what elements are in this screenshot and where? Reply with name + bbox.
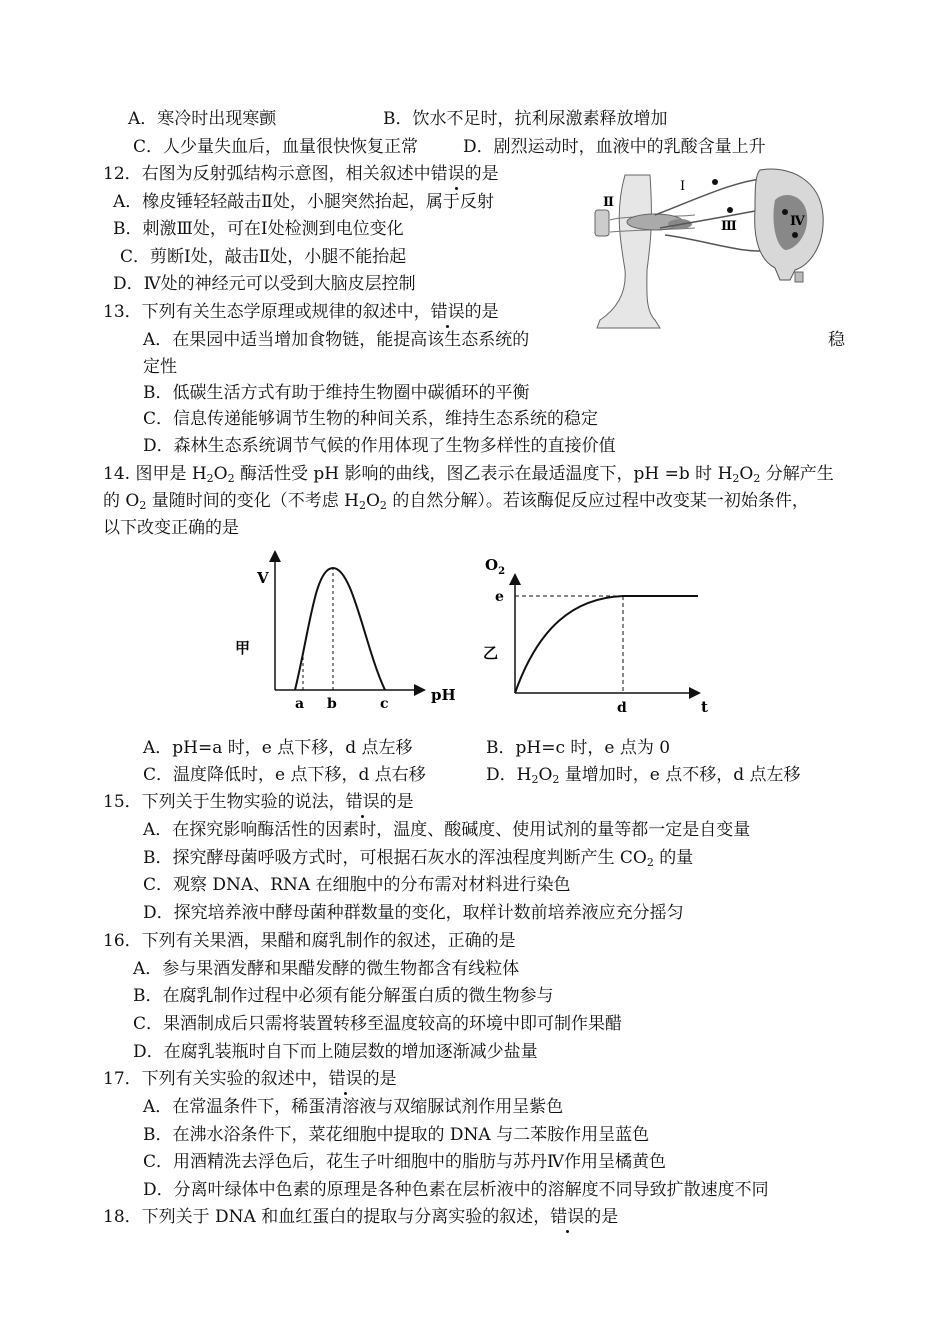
q12-option-d: D．Ⅳ处的神经元可以受到大脑皮层控制 bbox=[113, 274, 416, 294]
q17-option-a: A．在常温条件下，稀蛋清溶液与双缩脲试剂作用呈紫色 bbox=[143, 1097, 564, 1117]
q14-stem-line2: 的 $O_2$ 量随时间的变化（不考虑 $H_2O_2$ 的自然分解）。若该酶促反应过程中改变某一初始条件， bbox=[103, 491, 809, 512]
chart-jia bbox=[225, 548, 465, 713]
q17-option-b: B．在沸水浴条件下，菜花细胞中提取的 DNA 与二苯胺作用呈蓝色 bbox=[143, 1125, 650, 1145]
q14-option-b: B．pH=c 时，e 点为 0 bbox=[486, 738, 671, 758]
q14-stem-line1: 14. 图甲是 $H_2O_2$ 酶活性受 pH 影响的曲线，图乙表示在最适温度下，pH =b 时 $H_2O_2$ 分解产生 bbox=[103, 464, 834, 485]
jia-ylabel: V bbox=[257, 569, 269, 587]
q12-stem: 12．右图为反射弧结构示意图，相关叙述中错误的是 bbox=[103, 164, 499, 184]
q15-option-c: C．观察 DNA、RNA 在细胞中的分布需对材料进行染色 bbox=[143, 875, 571, 895]
q12-option-a: A．橡皮锤轻轻敲击Ⅱ处，小腿突然抬起，属于反射 bbox=[113, 192, 494, 212]
q13-option-c: C．信息传递能够调节生物的种间关系，维持生态系统的稳定 bbox=[143, 409, 599, 429]
jia-xlabel: pH bbox=[431, 686, 456, 704]
q16-option-b: B．在腐乳制作过程中必须有能分解蛋白质的微生物参与 bbox=[133, 986, 554, 1006]
chart-yi bbox=[473, 548, 723, 718]
label-IV: Ⅳ bbox=[790, 214, 805, 229]
label-II: Ⅱ bbox=[603, 195, 614, 210]
yi-e-label: e bbox=[495, 589, 504, 605]
jia-tick-a: a bbox=[295, 696, 305, 712]
yi-d-label: d bbox=[617, 700, 627, 716]
yi-xlabel: t bbox=[701, 698, 708, 716]
q11-option-a: A．寒冷时出现寒颤 bbox=[128, 109, 277, 129]
q11-option-d: D．剧烈运动时，血液中的乳酸含量上升 bbox=[463, 137, 766, 157]
q13-option-a-cont: 稳 bbox=[828, 330, 845, 350]
yi-ylabel: $O_2$ bbox=[485, 556, 506, 577]
q13-stem: 13．下列有关生态学原理或规律的叙述中，错误的是 bbox=[103, 302, 499, 322]
q12-option-c: C．剪断Ⅰ处，敲击Ⅱ处，小腿不能抬起 bbox=[120, 247, 407, 267]
q14-option-c: C．温度降低时，e 点下移，d 点右移 bbox=[143, 765, 426, 785]
q13-option-d: D．森林生态系统调节气候的作用体现了生物多样性的直接价值 bbox=[143, 436, 616, 456]
q11-option-c: C．人少量失血后，血量很快恢复正常 bbox=[133, 137, 419, 157]
q14-option-d: D．$H_2O_2$ 量增加时，e 点不移，d 点左移 bbox=[486, 765, 801, 786]
q18-stem: 18．下列关于 DNA 和血红蛋白的提取与分离实验的叙述，错误的是 bbox=[103, 1207, 619, 1227]
q14-stem-line3: 以下改变正确的是 bbox=[103, 518, 239, 538]
jia-name: 甲 bbox=[235, 639, 251, 657]
q14-option-a: A．pH=a 时，e 点下移，d 点左移 bbox=[143, 738, 413, 758]
q12-option-b: B．刺激Ⅲ处，可在Ⅰ处检测到电位变化 bbox=[113, 219, 404, 239]
yi-name: 乙 bbox=[483, 644, 499, 662]
q13-option-a: A．在果园中适当增加食物链，能提高该生态系统的 bbox=[143, 330, 530, 350]
q17-option-d: D．分离叶绿体中色素的原理是各种色素在层析液中的溶解度不同导致扩散速度不同 bbox=[143, 1180, 769, 1200]
q11-option-b: B．饮水不足时，抗利尿激素释放增加 bbox=[383, 109, 668, 129]
q15-option-d: D．探究培养液中酵母菌种群数量的变化，取样计数前培养液应充分摇匀 bbox=[143, 903, 684, 923]
label-I: Ⅰ bbox=[680, 179, 686, 194]
label-III: Ⅲ bbox=[721, 219, 737, 234]
q15-option-b: B．探究酵母菌呼吸方式时，可根据石灰水的浑浊程度判断产生 $CO_2$ 的量 bbox=[143, 848, 694, 869]
q15-option-a: A．在探究影响酶活性的因素时，温度、酸碱度、使用试剂的量等都一定是自变量 bbox=[143, 820, 751, 840]
q17-stem: 17．下列有关实验的叙述中，错误的是 bbox=[103, 1069, 397, 1089]
yi-o2-curve bbox=[515, 596, 698, 693]
q17-option-c: C．用酒精洗去浮色后，花生子叶细胞中的脂肪与苏丹Ⅳ作用呈橘黄色 bbox=[143, 1152, 666, 1172]
q16-option-a: A．参与果酒发酵和果醋发酵的微生物都含有线粒体 bbox=[133, 959, 520, 979]
jia-tick-b: b bbox=[327, 696, 337, 712]
q13-option-b: B．低碳生活方式有助于维持生物圈中碳循环的平衡 bbox=[143, 383, 530, 403]
jia-tick-c: c bbox=[380, 696, 389, 712]
q16-option-c: C．果酒制成后只需将装置转移至温度较高的环境中即可制作果醋 bbox=[133, 1014, 623, 1034]
q15-stem: 15．下列关于生物实验的说法，错误的是 bbox=[103, 792, 414, 812]
jia-activity-curve bbox=[295, 568, 385, 690]
q13-option-a-wrap: 定性 bbox=[143, 357, 177, 377]
q16-option-d: D．在腐乳装瓶时自下而上随层数的增加逐渐减少盐量 bbox=[133, 1042, 538, 1062]
reflex-arc-figure bbox=[585, 160, 830, 332]
q16-stem: 16．下列有关果酒，果醋和腐乳制作的叙述，正确的是 bbox=[103, 931, 516, 951]
